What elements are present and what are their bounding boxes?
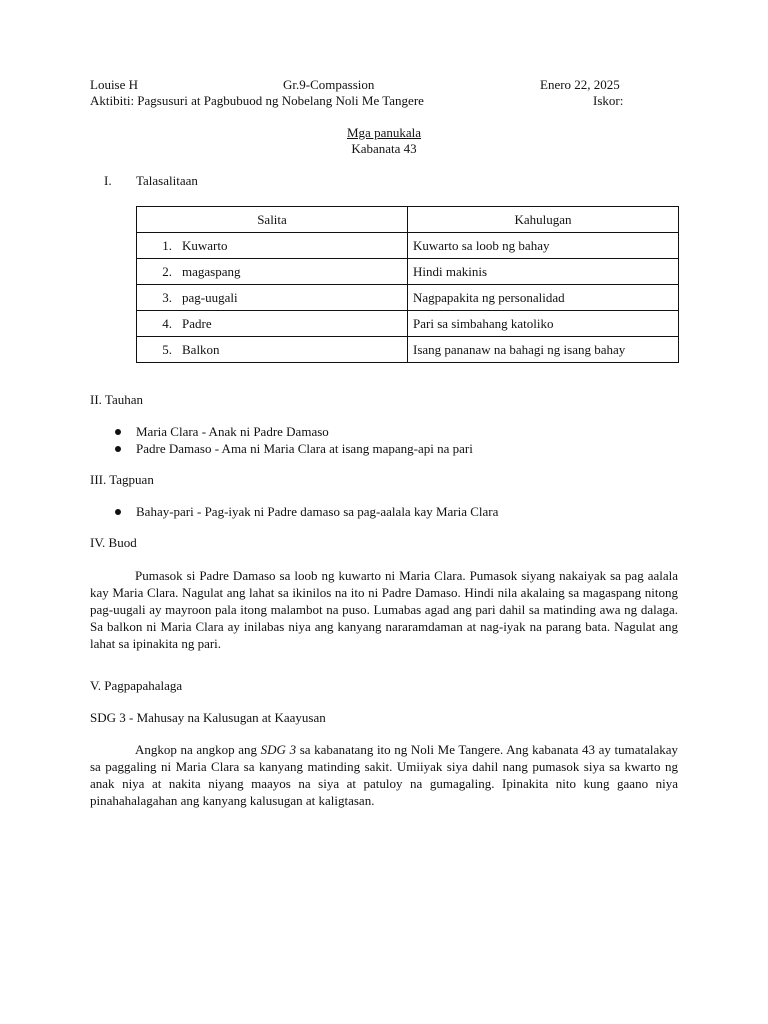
word: Padre (182, 315, 212, 331)
column-header-meaning: Kahulugan (408, 207, 679, 233)
meaning-cell: Hindi makinis (408, 259, 679, 285)
bullet-icon (115, 509, 121, 515)
student-name: Louise H (90, 77, 139, 92)
summary-paragraph: Pumasok si Padre Damaso sa loob ng kuwarto ni Maria Clara. Pumasok siyang nakaiyak sa pag aalala kay Maria Clara. Nagulat ang lahat sa ikinilos na ito ni Padre Damaso. Hindi nila akalaing sa magaspang nitong pag-uugali ay mayroon pala itong malambot na puso. Lumabas agad ang pari dahil sa matinding awa ng dalaga. Sa balkon ni Maria Clara ay inilabas niya ang kanyang nararamdaman at nag-iyak na parang bata. Nagulat ang lahat sa ipinakita ng pari. (90, 568, 678, 651)
list-item: Bahay-pari - Pag-iyak ni Padre damaso sa pag-aalala kay Maria Clara (112, 503, 498, 520)
list-item: Padre Damaso - Ama ni Maria Clara at isang mapang-api na pari (112, 440, 473, 457)
document-title: Mga panukala (346, 125, 421, 140)
date: Enero 22, 2025 (540, 77, 620, 92)
table-row (137, 259, 679, 285)
section-heading-tauhan: II. Tauhan (90, 392, 143, 407)
meaning-cell: Isang pananaw na bahagi ng isang bahay (408, 337, 679, 363)
table-row (137, 233, 679, 259)
meaning-cell: Pari sa simbahang katoliko (408, 311, 679, 337)
grade-section: Gr.9-Compassion (283, 77, 375, 92)
list-item: Maria Clara - Anak ni Padre Damaso (112, 423, 473, 440)
chapter-title: Kabanata 43 (351, 141, 417, 156)
row-number: 1. (162, 237, 172, 253)
row-number: 4. (162, 315, 172, 331)
values-paragraph: Angkop na angkop ang SDG 3 sa kabanatang ito ng Noli Me Tangere. Ang kabanata 43 ay tumatalakay sa paggaling ni Maria Clara sa kanyang matinding sakit. Umiiyak siya dahil nang pumasok siya sa kwarto ng anak niya at nakita niyang maayos na siya at patuloy na gumagaling. Ipinakita nito kung gaano niya pinahahalagahan ang kanyang kalusugan at kaligtasan. (90, 742, 679, 808)
sdg-line: SDG 3 - Mahusay na Kalusugan at Kaayusan (90, 710, 326, 725)
table-header-row (137, 207, 679, 233)
word-cell (137, 337, 408, 363)
row-number: 3. (162, 289, 172, 305)
word: pag-uugali (182, 289, 238, 305)
score-label: Iskor: (593, 93, 624, 108)
activity-title: Aktibiti: Pagsusuri at Pagbubuod ng Nobelang Noli Me Tangere (90, 93, 424, 108)
column-header-word: Salita (137, 207, 408, 233)
sdg-reference: SDG 3 (260, 742, 297, 757)
meaning-cell: Kuwarto sa loob ng bahay (408, 233, 679, 259)
word: Balkon (182, 341, 220, 357)
section-numeral: I. (104, 173, 112, 188)
section-heading-pagpapahalaga: V. Pagpapahalaga (90, 678, 183, 693)
word: magaspang (182, 263, 241, 279)
setting-list (112, 503, 498, 520)
section-heading-buod: IV. Buod (90, 535, 137, 550)
bullet-icon (115, 429, 121, 435)
section-heading-tagpuan: III. Tagpuan (90, 472, 154, 487)
table-row (137, 285, 679, 311)
word-cell (137, 233, 408, 259)
bullet-icon (115, 446, 121, 452)
word-cell (137, 285, 408, 311)
row-number: 2. (162, 263, 172, 279)
vocabulary-table (136, 206, 679, 363)
character-list (112, 423, 473, 457)
word-cell (137, 311, 408, 337)
meaning-cell: Nagpapakita ng personalidad (408, 285, 679, 311)
word-cell (137, 259, 408, 285)
section-heading-talasalitaan: Talasalitaan (136, 173, 198, 188)
word: Kuwarto (182, 237, 228, 253)
table-row (137, 311, 679, 337)
table-row (137, 337, 679, 363)
row-number: 5. (162, 341, 172, 357)
